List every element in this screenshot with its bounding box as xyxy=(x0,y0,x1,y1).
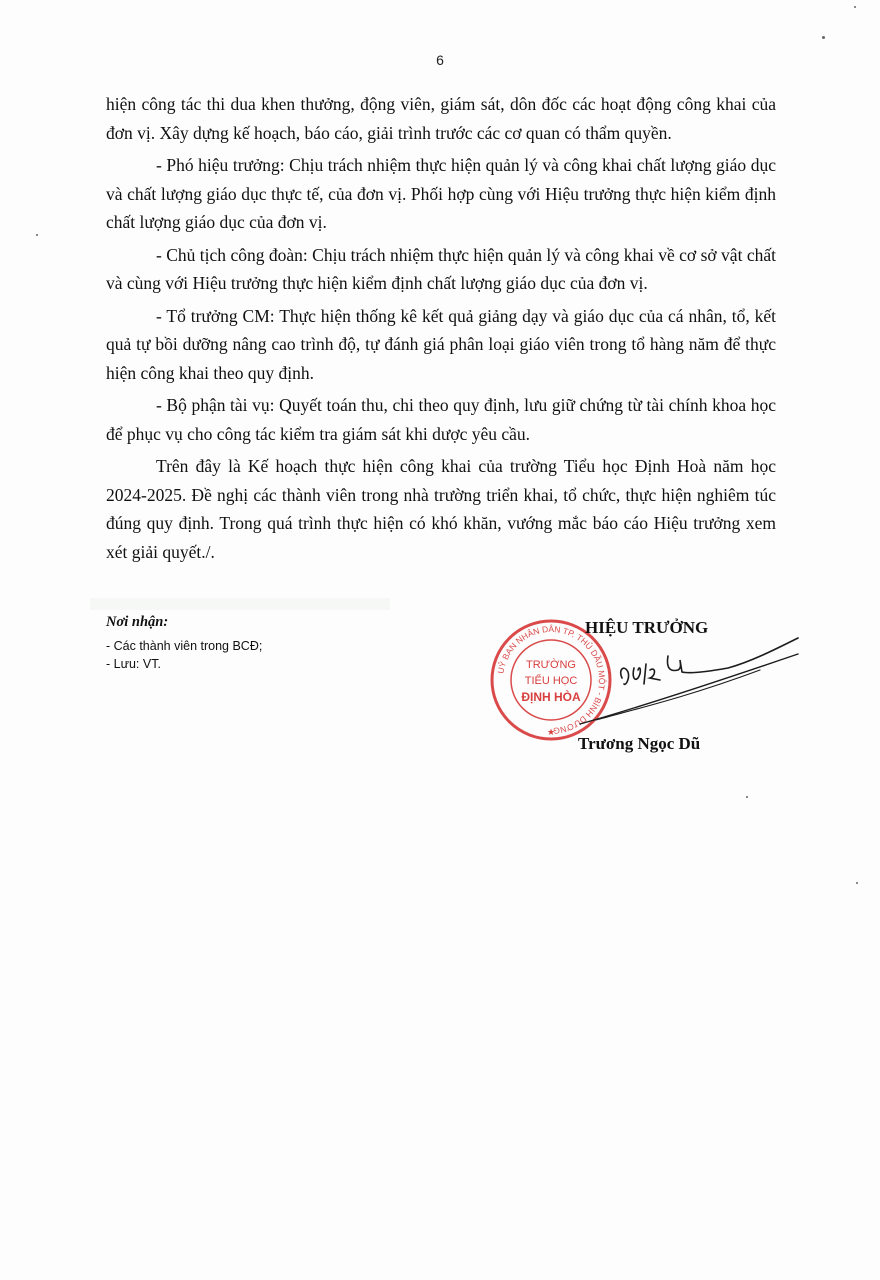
paragraph-conclusion: Trên đây là Kế hoạch thực hiện công khai của trường Tiểu học Định Hoà năm học 2024-2025. Đề nghị các thành viên trong nhà trường triển khai, tổ chức, thực hiện nghiêm túc đúng quy định. Trong quá trình thực hiện có khó khăn, vướng mắc báo cáo Hiệu trưởng xem xét giải quyết./. xyxy=(106,456,776,562)
scan-speck xyxy=(822,36,825,39)
stamp-ring-text: UỶ BAN NHÂN DÂN TP. THỦ DẦU MỘT - BÌNH DƯƠNG xyxy=(495,623,608,737)
paragraph-union-chair: - Chủ tịch công đoàn: Chịu trách nhiệm thực hiện quản lý và công khai về cơ sở vật chất và cùng với Hiệu trưởng thực hiện kiểm định chất lượng giáo dục của đơn vị. xyxy=(106,244,776,293)
stamp-line1: TRƯỜNG xyxy=(526,659,576,671)
scan-speck xyxy=(36,234,38,236)
paragraph-responsibility-continued: hiện công tác thi dua khen thưởng, động viên, giám sát, dôn đốc các hoạt động công khai của đơn vị. Xây dựng kế hoạch, báo cáo, giải trình trước các cơ quan có thẩm quyền. xyxy=(106,94,776,143)
paragraph-group-leader: - Tổ trưởng CM: Thực hiện thống kê kết quả giảng dạy và giáo dục của cá nhân, tổ, kết quả tự bồi dưỡng nâng cao trình độ, tự đánh giá phân loại giáo viên trong tổ hàng năm để thực hiện công khai theo quy định. xyxy=(106,305,776,383)
handwritten-signature xyxy=(560,612,800,752)
page-number: 6 xyxy=(436,52,444,68)
paragraph-finance: - Bộ phận tài vụ: Quyết toán thu, chi theo quy định, lưu giữ chứng từ tài chính khoa học để phục vụ cho công tác kiểm tra giám sát khi dược yêu cầu. xyxy=(106,395,776,444)
recipients-title: Nơi nhận: xyxy=(106,614,169,630)
scan-speck xyxy=(746,796,748,798)
recipient-item: - Các thành viên trong BCĐ; xyxy=(106,639,263,653)
scan-speck xyxy=(856,882,858,884)
stamp-star-icon: ★ xyxy=(546,727,556,737)
recipients-block xyxy=(106,614,262,673)
recipient-item: - Lưu: VT. xyxy=(106,657,161,671)
signer-name: Trương Ngọc Dũ xyxy=(578,734,701,753)
document-body xyxy=(106,90,776,570)
signature-title: HIỆU TRƯỞNG xyxy=(585,618,709,637)
scan-artifact xyxy=(90,598,390,610)
paragraph-vice-principal: - Phó hiệu trưởng: Chịu trách nhiệm thực hiện quản lý và công khai chất lượng giáo dục và chất lượng giáo dục thực tế, của đơn vị. Phối hợp cùng với Hiệu trưởng thực hiện kiểm định chất lượng giáo dục của đơn vị. xyxy=(106,155,776,232)
stamp-line2: TIỂU HỌC xyxy=(524,675,578,687)
scan-speck xyxy=(854,6,856,8)
stamp-line3: ĐỊNH HÒA xyxy=(521,690,581,704)
